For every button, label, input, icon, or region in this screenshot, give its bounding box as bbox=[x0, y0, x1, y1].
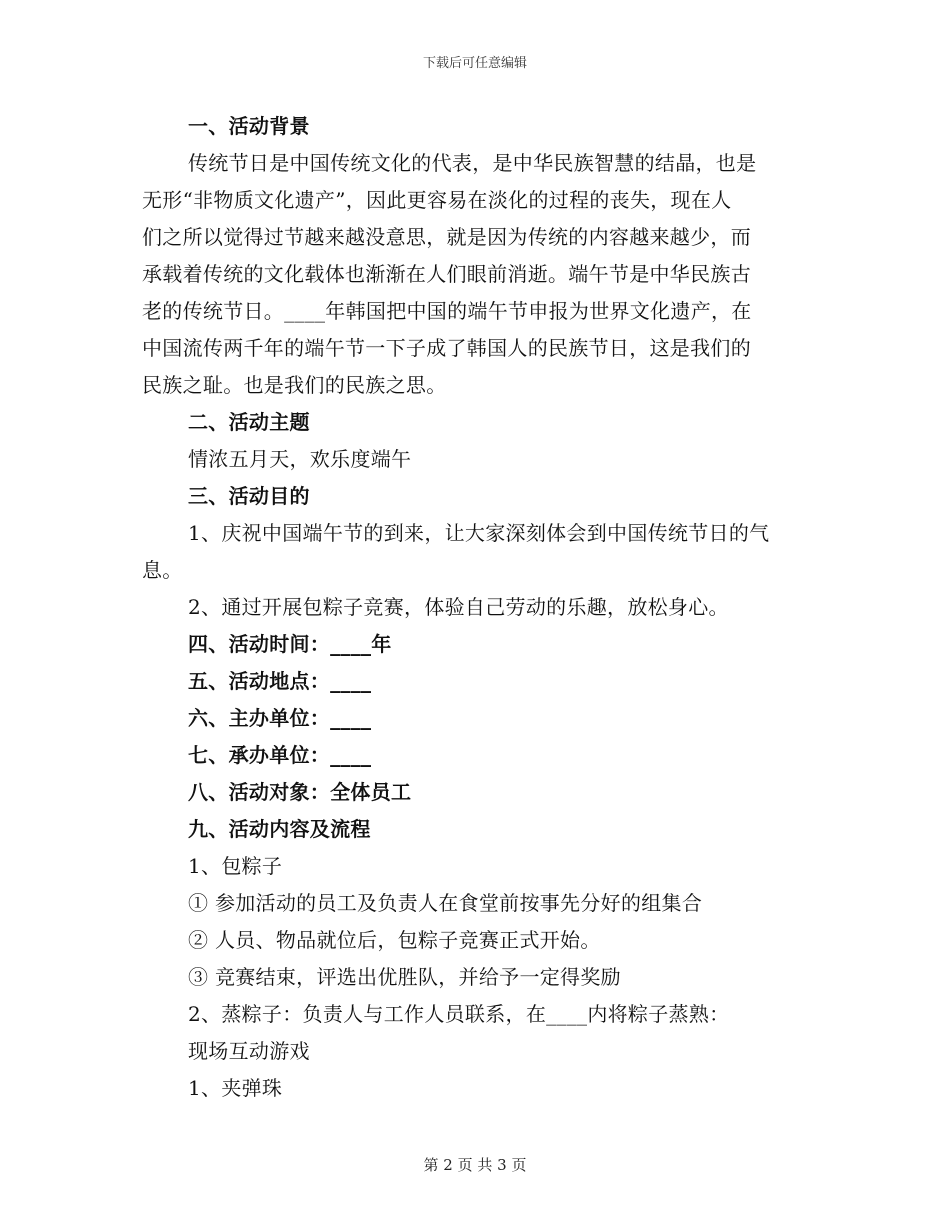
step-1: ① 参加活动的员工及负责人在食堂前按事先分好的组集合 bbox=[188, 891, 703, 915]
paragraph-line: 传统节日是中国传统文化的代表，是中华民族智慧的结晶，也是 bbox=[188, 151, 757, 175]
section-heading-location: 五、活动地点：____ bbox=[188, 669, 372, 693]
section-heading-purpose: 三、活动目的 bbox=[188, 484, 310, 508]
games-heading: 现场互动游戏 bbox=[188, 1039, 310, 1063]
section-heading-background: 一、活动背景 bbox=[188, 114, 310, 138]
paragraph-line: 承载着传统的文化载体也渐渐在人们眼前消逝。端午节是中华民族古 bbox=[142, 262, 751, 286]
content-item-1: 1、包粽子 bbox=[188, 854, 283, 878]
purpose-item-1: 1、庆祝中国端午节的到来，让大家深刻体会到中国传统节日的气 bbox=[188, 521, 770, 545]
theme-text: 情浓五月天，欢乐度端午 bbox=[188, 447, 412, 471]
paragraph-line: 们之所以觉得过节越来越没意思，就是因为传统的内容越来越少，而 bbox=[142, 225, 751, 249]
section-heading-audience: 八、活动对象：全体员工 bbox=[188, 780, 412, 804]
purpose-item-1-cont: 息。 bbox=[142, 558, 183, 582]
section-heading-host: 七、承办单位：____ bbox=[188, 743, 372, 767]
paragraph-line: 老的传统节日。____年韩国把中国的端午节申报为世界文化遗产，在 bbox=[142, 299, 752, 323]
section-heading-organizer: 六、主办单位：____ bbox=[188, 706, 372, 730]
paragraph-line: 民族之耻。也是我们的民族之思。 bbox=[142, 373, 447, 397]
step-3: ③ 竞赛结束，评选出优胜队，并给予一定得奖励 bbox=[188, 965, 621, 989]
step-2: ② 人员、物品就位后，包粽子竞赛正式开始。 bbox=[188, 928, 601, 952]
page-footer-pagination: 第 2 页 共 3 页 bbox=[423, 1156, 527, 1174]
content-item-2: 2、蒸粽子：负责人与工作人员联系，在____内将粽子蒸熟： bbox=[188, 1002, 730, 1026]
paragraph-line: 无形“非物质文化遗产”，因此更容易在淡化的过程的丧失，现在人 bbox=[142, 188, 732, 212]
paragraph-line: 中国流传两千年的端午节一下子成了韩国人的民族节日，这是我们的 bbox=[142, 336, 751, 360]
page-header-note: 下载后可任意编辑 bbox=[422, 56, 527, 71]
section-heading-content: 九、活动内容及流程 bbox=[188, 817, 371, 841]
game-item-1: 1、夹弹珠 bbox=[188, 1076, 283, 1100]
purpose-item-2: 2、通过开展包粽子竞赛，体验自己劳动的乐趣，放松身心。 bbox=[188, 595, 729, 619]
section-heading-theme: 二、活动主题 bbox=[188, 410, 310, 434]
section-heading-time: 四、活动时间：____年 bbox=[188, 632, 392, 656]
